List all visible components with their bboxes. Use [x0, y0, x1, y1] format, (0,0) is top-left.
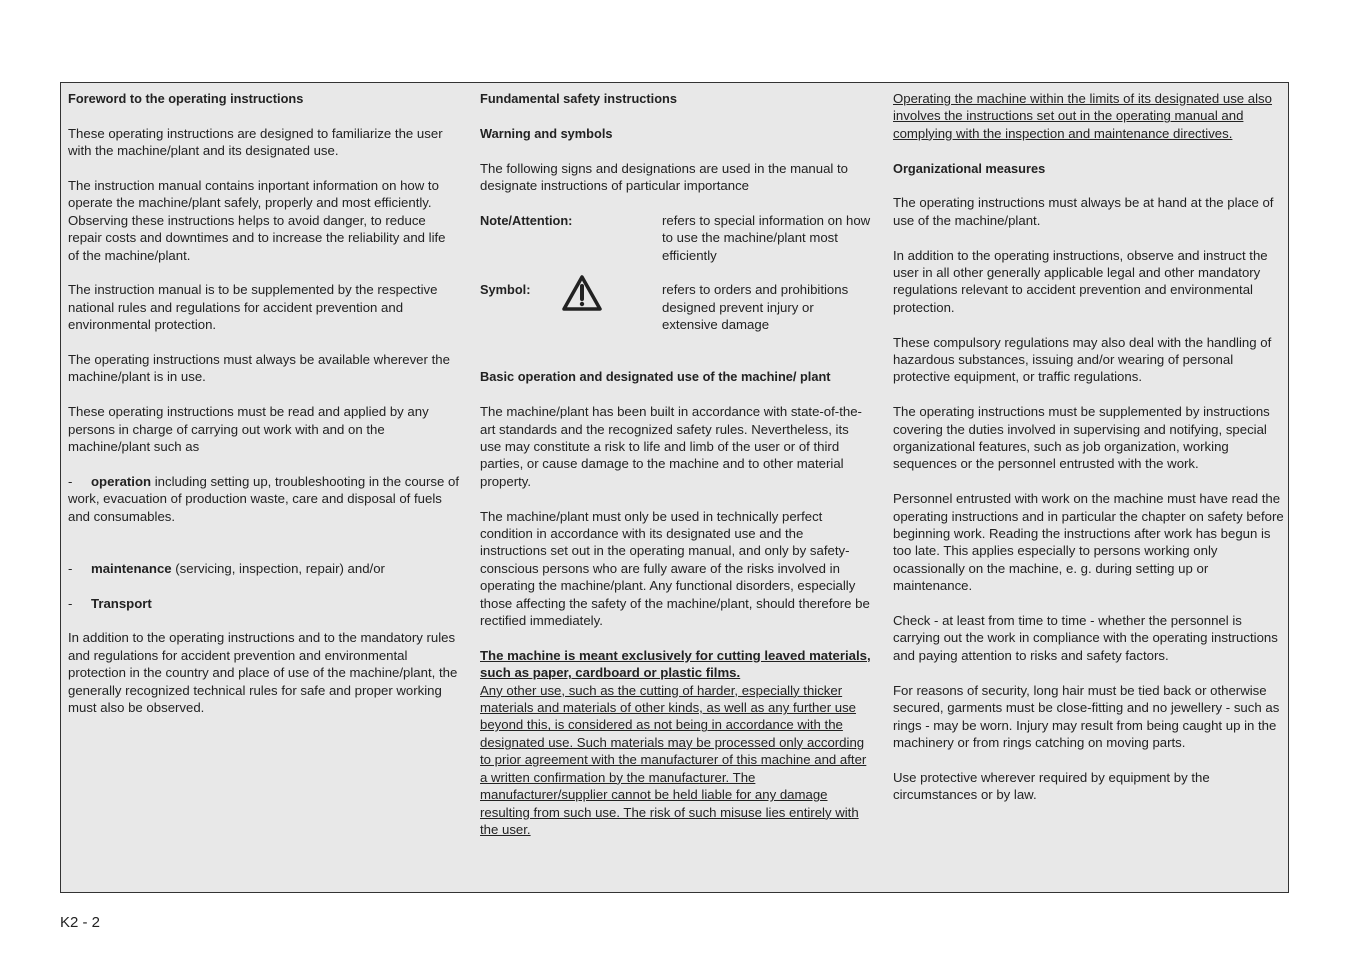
bullet-bold: Transport: [91, 595, 152, 611]
heading-organizational: Organizational measures: [893, 160, 1046, 176]
bullet-operation: [68, 473, 460, 525]
exclusive-use-bold: The machine is meant exclusively for cutting leaved materials, such as paper, cardboard or plastic films.: [480, 647, 871, 681]
bullet-dash: -: [68, 560, 73, 576]
paragraph: These operating instructions are designed to familiarize the user with the machine/plant and its designated use.: [68, 125, 443, 159]
bullet-text: (servicing, inspection, repair) and/or: [171, 560, 385, 576]
column-safety: [480, 90, 872, 856]
note-text: refers to special information on how to use the machine/plant most efficiently: [662, 212, 871, 263]
paragraph: Use protective wherever required by equipment by the circumstances or by law.: [893, 769, 1210, 803]
heading-foreword: Foreword to the operating instructions: [68, 91, 304, 106]
bullet-text: including setting up, troubleshooting in the course of work, evacuation of production waste, care and disposal of fuels and consumables.: [68, 473, 459, 524]
exclusive-use-text: Any other use, such as the cutting of harder, especially thicker materials and materials of other kinds, as well as any further use beyond this, is considered as not being in accordance with the designated use. Such materials may be processed only according to prior agreement with the manufacturer of this machine and after a written confirmation by the manufacturer. The manufacturer/supplier cannot be held liable for any damage resulting from such use. The risk of such misuse lies entirely with the user.: [480, 682, 867, 837]
column-organizational: [893, 90, 1285, 821]
bullet-maintenance: [68, 560, 460, 577]
paragraph: Personnel entrusted with work on the machine must have read the operating instructions and in particular the chapter on safety before beginning work. Reading the instructions after work has begun is too late. This applies especially to persons working only ocassionally on the machine, e. g. during setting up or maintenance.: [893, 491, 1284, 594]
symbol-label: Symbol:: [480, 282, 531, 298]
bullet-bold: operation: [91, 473, 152, 489]
subheading-designated-use: Basic operation and designated use of the machine/ plant: [480, 369, 831, 385]
symbol-text: refers to orders and prohibitions designed prevent injury or extensive damage: [662, 282, 849, 333]
symbol-cell: [562, 281, 662, 333]
paragraph: These compulsory regulations may also deal with the handling of hazardous substances, issuing and/or wearing of personal protective equipment, or traffic regulations.: [893, 334, 1272, 385]
paragraph: The following signs and designations are used in the manual to designate instructions of particular importance: [480, 160, 849, 193]
paragraph: In addition to the operating instructions and to the mandatory rules and regulations for accident prevention and environmental protection in the country and place of use of the machine/plant, the generally recognized technical rules for safe and proper working must also be observed.: [68, 630, 458, 716]
paragraph: The operating instructions must always be available wherever the machine/plant is in use.: [68, 352, 450, 385]
paragraph: The machine/plant has been built in accordance with state-of-the-art standards and the recognized safety rules. Nevertheless, its use may constitute a risk to life and limb of the user or of third parties, or cause damage to the machine and to other material property.: [480, 404, 862, 489]
page-number: K2 - 2: [60, 914, 101, 931]
paragraph-exclusive-use: [480, 647, 872, 838]
bullet-bold: maintenance: [91, 560, 172, 576]
bullet-dash: -: [68, 473, 73, 489]
note-row: [480, 212, 872, 264]
paragraph: The operating instructions must always be at hand at the place of use of the machine/plant.: [893, 195, 1274, 228]
paragraph: Check - at least from time to time - whether the personnel is carrying out the work in compliance with the operating instructions and paying attention to risks and safety factors.: [893, 613, 1278, 663]
bullet-transport: [68, 595, 460, 612]
subheading-warning: Warning and symbols: [480, 125, 613, 141]
paragraph-designated-limits: Operating the machine within the limits of its designated use also involves the instructions set out in the operating manual and complying with the inspection and maintenance directives.: [893, 91, 1272, 141]
paragraph: The instruction manual is to be supplemented by the respective national rules and regulations for accident prevention and environmental protection.: [68, 282, 438, 333]
paragraph: The instruction manual contains inportant information on how to operate the machine/plant safely, properly and most efficiently. Observing these instructions helps to avoid danger, to reduce repair costs and downtimes and to increase the reliability and life of the machine/plant.: [68, 178, 446, 263]
paragraph: The operating instructions must be supplemented by instructions covering the duties involved in supervising and notifying, special organizational features, such as job organization, working sequences or the personnel entrusted with the work.: [893, 404, 1270, 472]
bullet-dash: -: [68, 595, 73, 611]
content-panel: [60, 82, 1289, 893]
paragraph: For reasons of security, long hair must be tied back or otherwise secured, garments must be close-fitting and no jewellery - such as rings - may be worn. Injury may result from being caught up in the machinery or from rings catching on moving parts.: [893, 682, 1280, 750]
warning-triangle-icon: [562, 275, 602, 311]
column-foreword: [68, 90, 460, 734]
paragraph: In addition to the operating instructions, observe and instruct the user in all other generally applicable legal and other mandatory regulations relevant to accident prevention and environmental protection.: [893, 247, 1268, 315]
heading-safety: Fundamental safety instructions: [480, 91, 677, 106]
note-label: Note/Attention:: [480, 212, 573, 228]
paragraph: The machine/plant must only be used in technically perfect condition in accordance with its designated use and the instructions set out in the operating manual, and only by safety-conscious persons who are fully aware of the risks involved in operating the machine/plant. Any functional disorders, especially those affecting the safety of the machine/plant, should therefore be rectified immediately.: [480, 508, 870, 629]
paragraph: These operating instructions must be read and applied by any persons in charge of carrying out work with and on the machine/plant such as: [68, 404, 429, 455]
symbol-row: [480, 281, 872, 333]
